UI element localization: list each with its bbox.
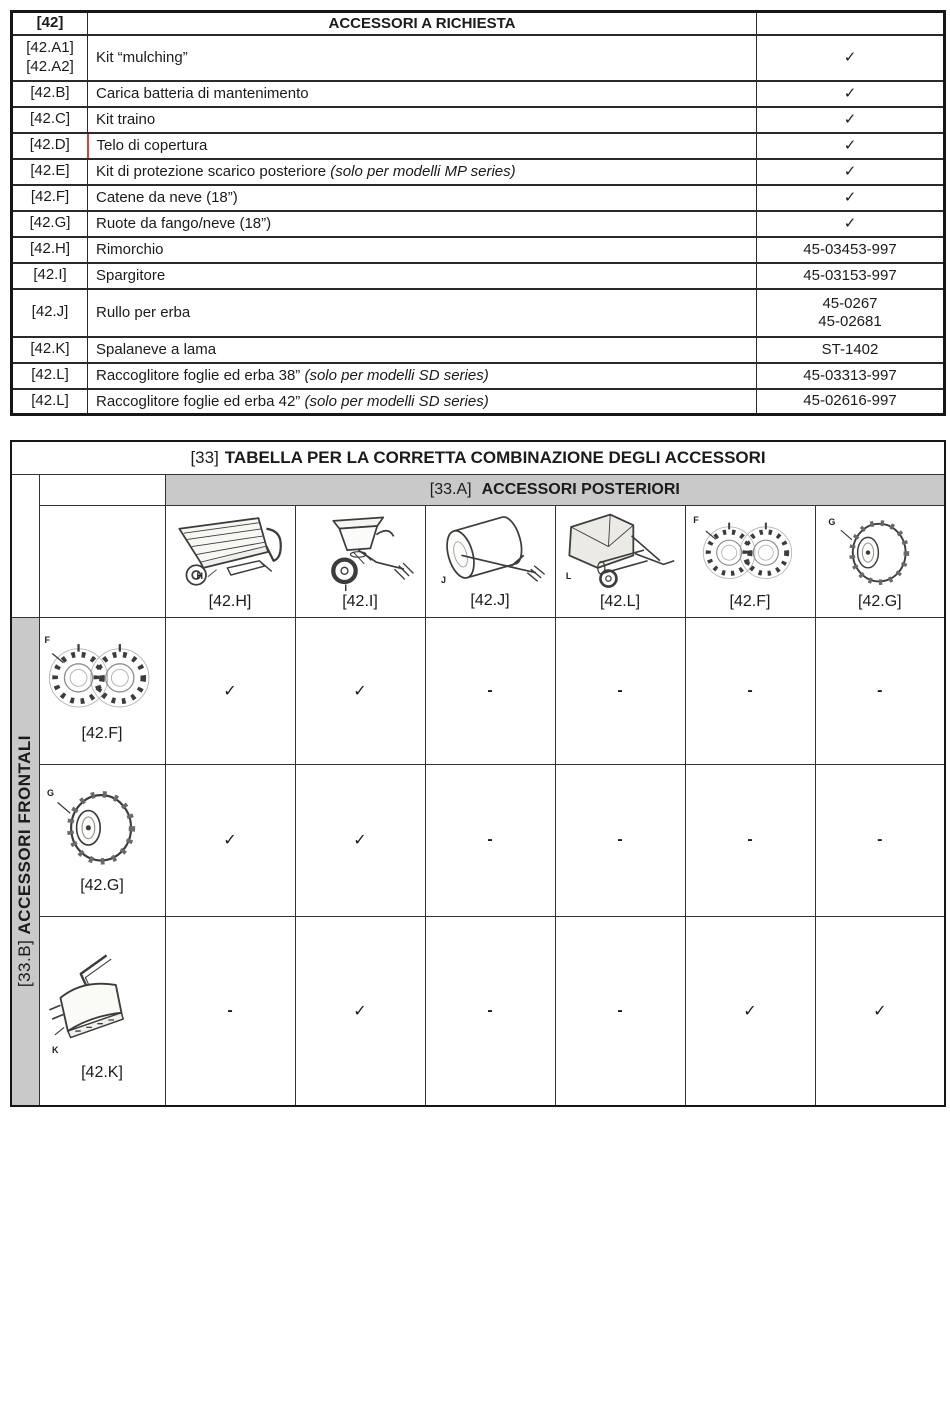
combination-table bbox=[10, 440, 946, 1107]
table-row bbox=[12, 289, 945, 337]
column-code: [42.H] bbox=[208, 593, 252, 610]
row-value: ST-1402 bbox=[757, 337, 945, 363]
marker-letter: L bbox=[565, 571, 572, 581]
marker-letter: F bbox=[693, 515, 699, 525]
row-code: [42.G] bbox=[12, 211, 88, 237]
matrix-cell: - bbox=[425, 764, 555, 916]
table-row bbox=[12, 211, 945, 237]
table-row bbox=[12, 389, 945, 415]
row-label: Rullo per erba bbox=[88, 289, 757, 337]
front-accessories-header bbox=[11, 617, 39, 1106]
marker-letter: K bbox=[52, 1045, 59, 1056]
row-label: Spargitore bbox=[88, 263, 757, 289]
row-code: [42.G] bbox=[80, 876, 124, 894]
column-code: [42.F] bbox=[729, 593, 771, 610]
row-code: [42.F] bbox=[12, 185, 88, 211]
table-row bbox=[12, 159, 945, 185]
marker-letter: G bbox=[47, 787, 55, 798]
row-code: [42.L] bbox=[12, 389, 88, 415]
row-code: [42.F] bbox=[81, 725, 123, 742]
matrix-cell: - bbox=[555, 916, 685, 1106]
row-value: ✓ bbox=[757, 211, 945, 237]
row-label: Kit “mulching” bbox=[88, 35, 757, 81]
marker-letter: I bbox=[344, 583, 348, 593]
rear-accessories-header-row bbox=[11, 474, 945, 505]
row-label: Spalaneve a lama bbox=[88, 337, 757, 363]
trailer-icon bbox=[170, 511, 290, 591]
accessories-table bbox=[10, 10, 946, 416]
column-code: [42.L] bbox=[599, 593, 641, 610]
row-note: (solo per modelli SD series) bbox=[304, 367, 489, 384]
table-row bbox=[12, 363, 945, 389]
matrix-cell: ✓ bbox=[685, 916, 815, 1106]
matrix-cell: - bbox=[815, 617, 945, 764]
row-header-chains bbox=[39, 617, 165, 764]
row-value: 45-03453-997 bbox=[757, 237, 945, 263]
matrix-cell: - bbox=[685, 764, 815, 916]
row-code: [42.B] bbox=[12, 81, 88, 107]
row-label: Raccoglitore foglie ed erba 42” (solo per modelli SD series) bbox=[88, 389, 757, 415]
table-row bbox=[12, 337, 945, 363]
marker-letter: G bbox=[828, 517, 836, 527]
row-code: [42.E] bbox=[12, 159, 88, 185]
column-code: [42.J] bbox=[470, 592, 510, 609]
snow-blade-icon bbox=[42, 931, 162, 1061]
column-header-spreader bbox=[295, 505, 425, 617]
rear-header-prefix: [33.A] bbox=[429, 480, 472, 498]
roller-icon bbox=[430, 512, 550, 590]
mud-wheel-icon bbox=[828, 511, 932, 591]
snow-chains-icon bbox=[41, 630, 163, 722]
blank-cell bbox=[39, 474, 165, 505]
column-code: [42.G] bbox=[858, 593, 902, 610]
table-header-row bbox=[12, 12, 945, 35]
matrix-cell: - bbox=[425, 617, 555, 764]
matrix-row-wheel bbox=[11, 764, 945, 916]
row-code: [42.K] bbox=[12, 337, 88, 363]
column-header-row bbox=[11, 505, 945, 617]
collector-icon bbox=[560, 511, 680, 591]
matrix-cell: ✓ bbox=[295, 764, 425, 916]
row-value: 45-02616-997 bbox=[757, 389, 945, 415]
row-value: ✓ bbox=[757, 107, 945, 133]
matrix-cell: ✓ bbox=[165, 617, 295, 764]
matrix-cell: - bbox=[815, 764, 945, 916]
row-code: [42.A1] [42.A2] bbox=[12, 35, 88, 81]
snow-chains-icon bbox=[691, 511, 809, 591]
front-header-label: [33.B] ACCESSORI FRONTALI bbox=[15, 735, 35, 988]
row-value: 45-0267 45-02681 bbox=[757, 289, 945, 337]
mud-wheel-icon bbox=[43, 778, 161, 874]
row-header-wheel bbox=[39, 764, 165, 916]
rear-accessories-header: [33.A] ACCESSORI POSTERIORI bbox=[165, 474, 945, 505]
table-row bbox=[12, 35, 945, 81]
marker-letter: H bbox=[196, 571, 203, 581]
row-label: Telo di copertura bbox=[88, 133, 757, 159]
row-label: Kit di protezione scarico posteriore (solo per modelli MP series) bbox=[88, 159, 757, 185]
matrix-row-blade bbox=[11, 916, 945, 1106]
matrix-cell: - bbox=[165, 916, 295, 1106]
row-label: Rimorchio bbox=[88, 237, 757, 263]
column-header-roller bbox=[425, 505, 555, 617]
marker-letter: F bbox=[44, 634, 50, 645]
row-value: ✓ bbox=[757, 35, 945, 81]
column-header-chains bbox=[685, 505, 815, 617]
row-header-blade bbox=[39, 916, 165, 1106]
table-code-header: [42] bbox=[12, 12, 88, 35]
matrix-row-chains bbox=[11, 617, 945, 764]
matrix-cell: ✓ bbox=[815, 916, 945, 1106]
matrix-cell: - bbox=[685, 617, 815, 764]
row-value: ✓ bbox=[757, 185, 945, 211]
blank-cell bbox=[39, 505, 165, 617]
table-value-header bbox=[757, 12, 945, 35]
row-value: ✓ bbox=[757, 159, 945, 185]
blank-corner-cell bbox=[11, 474, 39, 617]
spreader-icon bbox=[304, 511, 416, 591]
row-code: [42.C] bbox=[12, 107, 88, 133]
row-note: (solo per modelli SD series) bbox=[304, 392, 489, 410]
table-row bbox=[12, 237, 945, 263]
table-row bbox=[12, 185, 945, 211]
matrix-cell: ✓ bbox=[295, 916, 425, 1106]
column-header-wheel bbox=[815, 505, 945, 617]
combination-title-prefix: [33] bbox=[190, 447, 219, 467]
row-label: Catene da neve (18”) bbox=[88, 185, 757, 211]
row-value: ✓ bbox=[757, 133, 945, 159]
marker-letter: J bbox=[440, 574, 446, 585]
matrix-cell: ✓ bbox=[295, 617, 425, 764]
row-code: [42.H] bbox=[12, 237, 88, 263]
combination-title: [33] TABELLA PER LA CORRETTA COMBINAZIONE DEGLI ACCESSORI bbox=[11, 441, 945, 474]
column-code: [42.I] bbox=[342, 593, 378, 610]
row-code: [42.L] bbox=[12, 363, 88, 389]
table-row bbox=[12, 81, 945, 107]
row-note: (solo per modelli MP series) bbox=[330, 163, 516, 180]
row-label: Ruote da fango/neve (18”) bbox=[88, 211, 757, 237]
row-label: Carica batteria di mantenimento bbox=[88, 81, 757, 107]
row-code: [42.I] bbox=[12, 263, 88, 289]
combination-title-row bbox=[11, 441, 945, 474]
column-header-trailer bbox=[165, 505, 295, 617]
table-row bbox=[12, 263, 945, 289]
row-label: Raccoglitore foglie ed erba 38” (solo per modelli SD series) bbox=[88, 363, 757, 389]
row-label: Kit traino bbox=[88, 107, 757, 133]
row-value: 45-03153-997 bbox=[757, 263, 945, 289]
table-title: ACCESSORI A RICHIESTA bbox=[88, 12, 757, 35]
table-row bbox=[12, 133, 945, 159]
matrix-cell: ✓ bbox=[165, 764, 295, 916]
row-code: [42.D] bbox=[12, 133, 88, 159]
row-code: [42.J] bbox=[12, 289, 88, 337]
matrix-cell: - bbox=[555, 764, 685, 916]
matrix-cell: - bbox=[555, 617, 685, 764]
table-row bbox=[12, 107, 945, 133]
row-code: [42.K] bbox=[81, 1064, 123, 1082]
row-value: 45-03313-997 bbox=[757, 363, 945, 389]
matrix-cell: - bbox=[425, 916, 555, 1106]
column-header-collector bbox=[555, 505, 685, 617]
row-value: ✓ bbox=[757, 81, 945, 107]
